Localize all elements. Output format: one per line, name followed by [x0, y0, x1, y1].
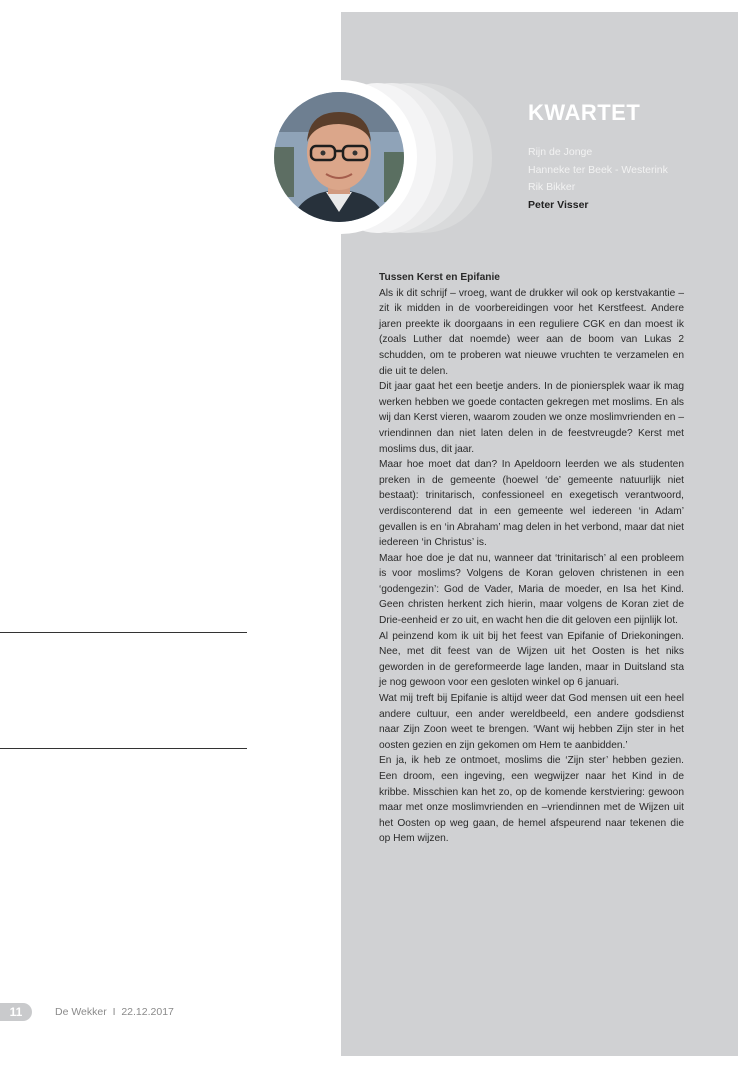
- divider-line: [0, 632, 247, 633]
- article-paragraph: Dit jaar gaat het een beetje anders. In de pioniersplek waar ik mag werken hebben we goede contacten gekregen met moslims. En als wij dan Kerst vieren, waarom zouden we onze moslimvrienden en –vriendinnen dan niet laten delen in de feestvreugde? Kerst met moslims dus, dit jaar.: [379, 381, 684, 455]
- member-name-active: Peter Visser: [528, 198, 589, 211]
- footer-publication: De Wekker I 22.12.2017: [55, 1006, 174, 1018]
- article-paragraph: Als ik dit schrijf – vroeg, want de drukker wil ook op kerstvakantie – zit ik midden in de voorbereidingen voor het Kerstfeest. Andere jaren preekte ik doorgaans in een reguliere CGK en dan moest ik (zoals Luther dat noemde) weer aan de boom van Lukas 2 schudden, om te proberen wat nieuwe vruchten te verzamelen en die uit te delen.: [379, 287, 684, 377]
- article-paragraph: Maar hoe moet dat dan? In Apeldoorn leerden we als studenten preken in de gemeente (hoewel ‘de’ gemeente natuurlijk niet bestaat): trinitarisch, confessioneel en exegetisch verantwoord, verdisconterend dat in een gemeente wel iedereen ‘in Adam’ gevallen is en ‘in Abraham’ mag delen in het verbond, maar dat niet iedereen ‘in Christus’ is.: [379, 459, 684, 549]
- divider-line: [0, 748, 247, 749]
- member-name: Rijn de Jonge: [528, 146, 593, 158]
- author-portrait: [274, 92, 404, 222]
- member-list: [528, 144, 668, 214]
- section-heading: KWARTET: [528, 100, 641, 125]
- article-paragraph: Maar hoe doe je dat nu, wanneer dat ‘trinitarisch’ al een probleem is voor moslims? Volgens de Koran geloven christenen in een ‘godengezin’: God de Vader, Maria de moeder, en Isa het Kind. Geen christen herkent zich hierin, maar volgens de Koran ziet de Drie-eenheid er zo uit, en wacht hen die dit geloven een pijnlijk lot.: [379, 552, 684, 627]
- member-name: Rik Bikker: [528, 181, 576, 193]
- article-paragraph: En ja, ik heb ze ontmoet, moslims die ‘Zijn ster’ hebben gezien. Een droom, een ingeving, een wegwijzer naar het Kind in de kribbe. Misschien kan het zo, op de komende kerstviering: gewoon maar met onze moslimvrienden en –vriendinnen met de Wijzen uit het Oosten op weg gaan, de hemel afspeurend naar tekenen die op Hem wijzen.: [379, 755, 684, 845]
- article-paragraph: Al peinzend kom ik uit bij het feest van Epifanie of Driekoningen. Nee, met dit feest van de Wijzen uit het Oosten is het niks geworden in de gereformeerde lage landen, maar in Duitsland sta je nog gewoon voor een gesloten winkel op 6 januari.: [379, 630, 684, 689]
- article-title: Tussen Kerst en Epifanie: [379, 272, 500, 283]
- article-paragraph: Wat mij treft bij Epifanie is altijd weer dat God mensen uit een heel andere cultuur, een ander wereldbeeld, een andere godsdienst naar Zijn Zoon weet te brengen. ‘Want wij hebben Zijn ster in het oosten gezien en zijn gekomen om Hem te aanbidden.’: [379, 693, 684, 751]
- member-name: Hanneke ter Beek - Westerink: [528, 163, 668, 176]
- article: [379, 270, 684, 847]
- page-number-badge: 11: [0, 1003, 32, 1021]
